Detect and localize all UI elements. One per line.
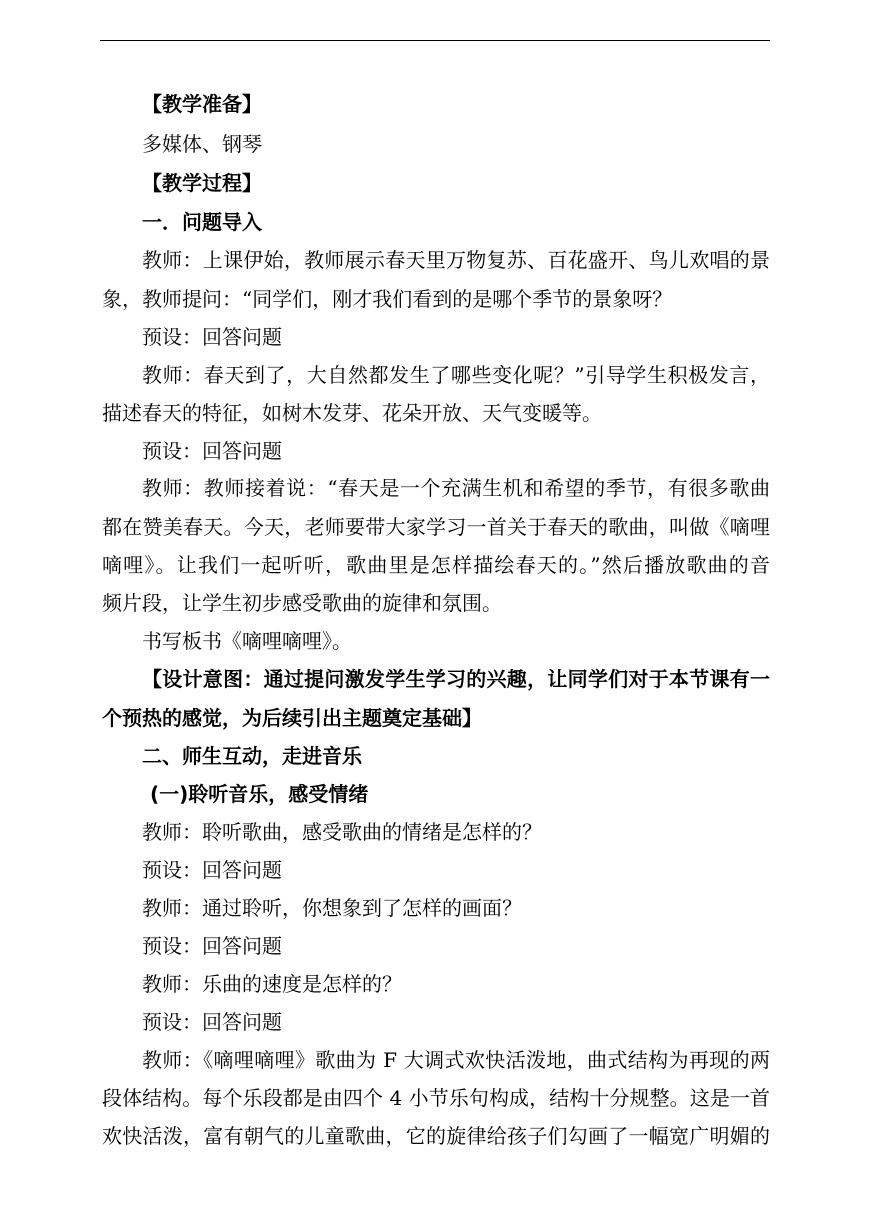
design-intent-note: 个预热的感觉，为后续引出主题奠定基础】 bbox=[102, 706, 482, 730]
section-heading-process: 【教学过程】 bbox=[142, 171, 262, 195]
paragraph-line: 预设：回答问题 bbox=[142, 858, 282, 882]
paragraph-line: 教师：乐曲的速度是怎样的？ bbox=[142, 972, 402, 996]
paragraph-line: 教师：上课伊始，教师展示春天里万物复苏、百花盛开、鸟儿欢唱的景 bbox=[142, 248, 770, 272]
paragraph-line: 教师：《嘀哩嘀哩》歌曲为 F 大调式欢快活泼地，曲式结构为再现的两 bbox=[142, 1048, 770, 1072]
subsection-heading-interaction: 二、师生互动，走进音乐 bbox=[142, 744, 362, 768]
paragraph-line: 多媒体、钢琴 bbox=[142, 132, 262, 156]
paragraph-line: 嘀哩》。让我们一起听听，歌曲里是怎样描绘春天的。”然后播放歌曲的音 bbox=[102, 553, 770, 577]
paragraph-line: 预设：回答问题 bbox=[142, 934, 282, 958]
subsection-heading-intro: 一．问题导入 bbox=[142, 210, 262, 234]
paragraph-line: 教师：教师接着说：“春天是一个充满生机和希望的季节，有很多歌曲 bbox=[142, 476, 770, 500]
section-heading-preparation: 【教学准备】 bbox=[142, 92, 262, 116]
paragraph-line: 预设：回答问题 bbox=[142, 439, 282, 463]
paragraph-line: 频片段，让学生初步感受歌曲的旋律和氛围。 bbox=[102, 591, 502, 615]
paragraph-line: 教师：通过聆听，你想象到了怎样的画面？ bbox=[142, 896, 522, 920]
paragraph-line: 教师：聆听歌曲，感受歌曲的情绪是怎样的？ bbox=[142, 820, 542, 844]
paragraph-line: 书写板书《嘀哩嘀哩》。 bbox=[142, 629, 352, 653]
paragraph-line: 段体结构。每个乐段都是由四个 4 小节乐句构成，结构十分规整。这是一首 bbox=[102, 1086, 770, 1110]
paragraph-line: 欢快活泼，富有朝气的儿童歌曲，它的旋律给孩子们勾画了一幅宽广明媚的 bbox=[102, 1124, 770, 1148]
header-rule bbox=[100, 40, 770, 41]
paragraph-line: 预设：回答问题 bbox=[142, 1010, 282, 1034]
paragraph-line: 都在赞美春天。今天，老师要带大家学习一首关于春天的歌曲，叫做《嘀哩 bbox=[102, 515, 770, 539]
paragraph-line: 教师：春天到了，大自然都发生了哪些变化呢？”引导学生积极发言， bbox=[142, 363, 770, 387]
paragraph-line: 描述春天的特征，如树木发芽、花朵开放、天气变暖等。 bbox=[102, 401, 602, 425]
subsection-heading-listening: (一)聆听音乐，感受情绪 bbox=[150, 782, 369, 806]
design-intent-note: 【设计意图：通过提问激发学生学习的兴趣，让同学们对于本节课有一 bbox=[142, 667, 770, 691]
paragraph-line: 预设：回答问题 bbox=[142, 325, 282, 349]
paragraph-line: 象，教师提问：“同学们，刚才我们看到的是哪个季节的景象呀？ bbox=[102, 287, 673, 311]
